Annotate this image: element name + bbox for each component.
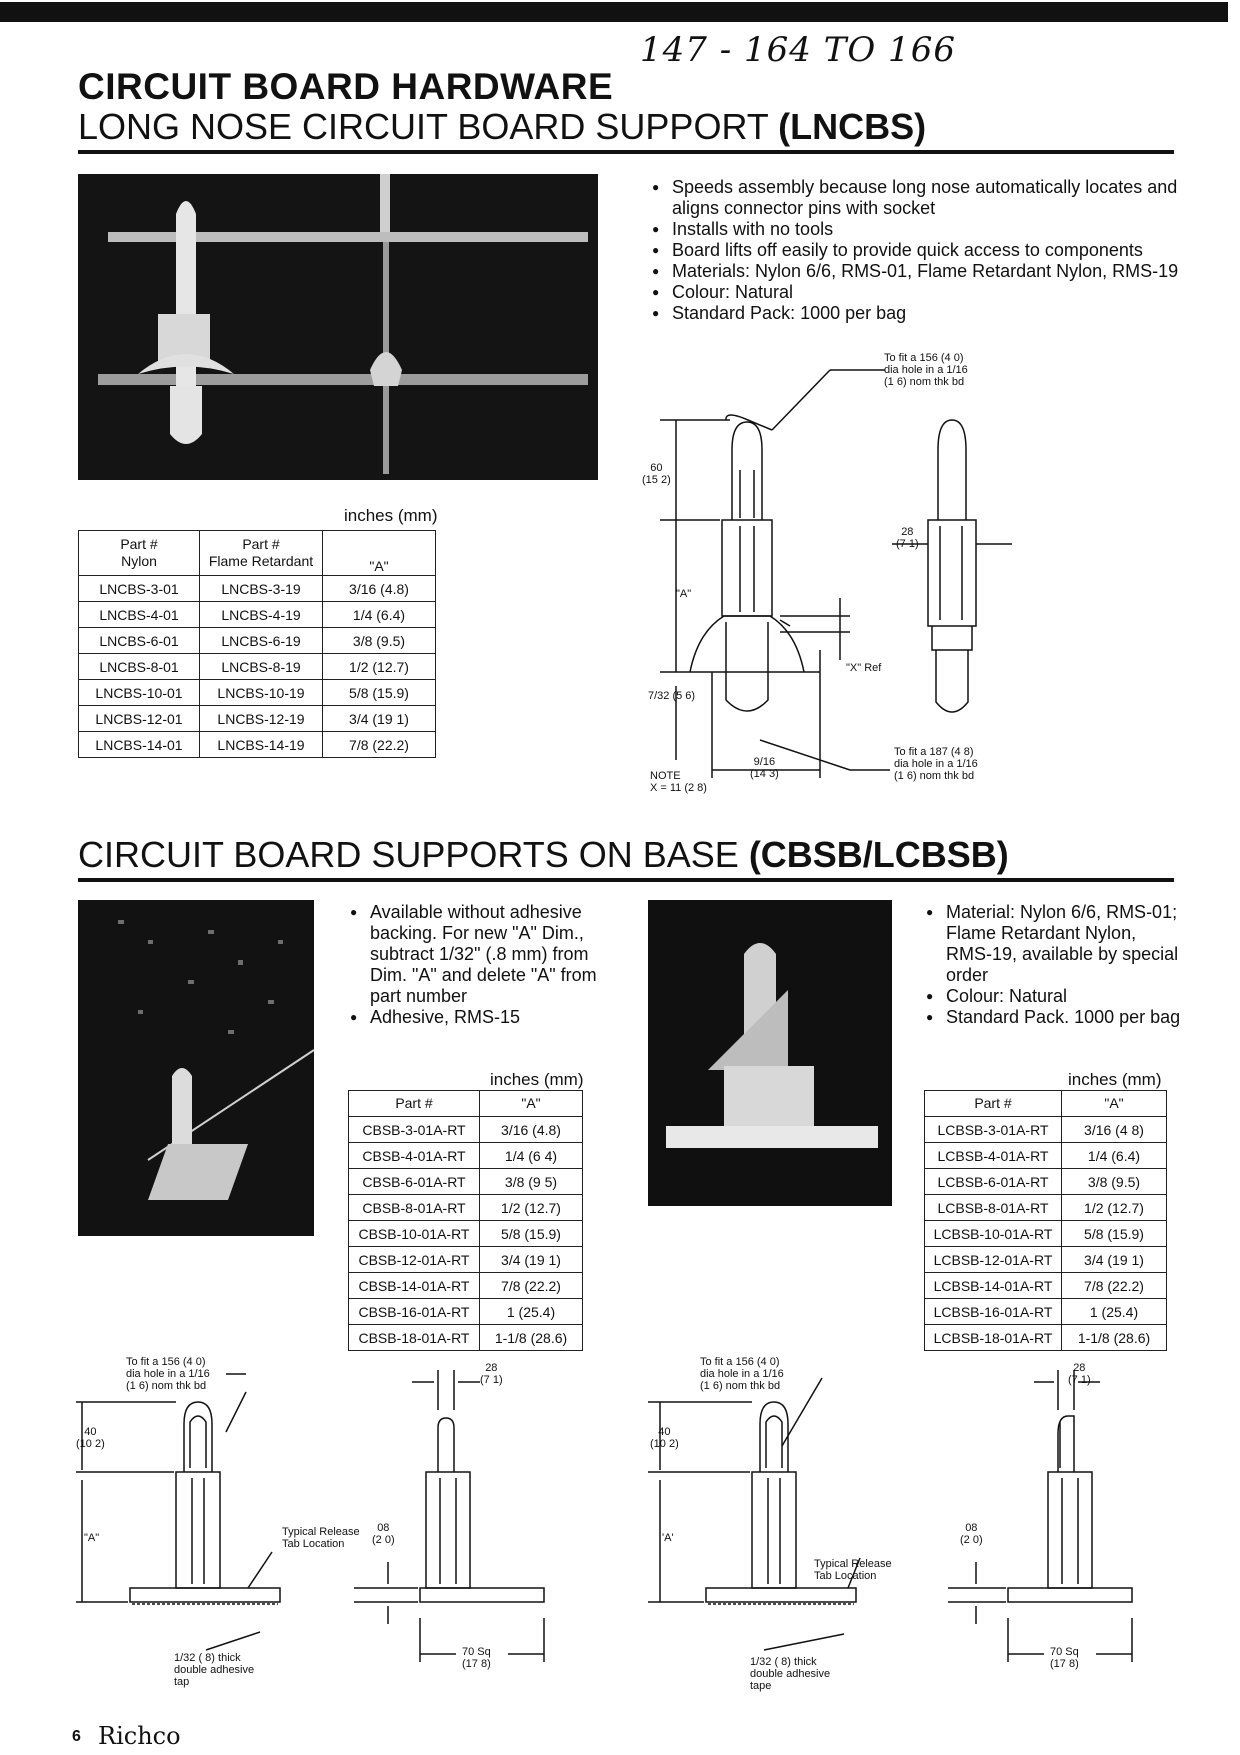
feature-item: ● Material: Nylon 6/6, RMS-01; Flame Retardant Nylon, RMS-19, available by special order [926,902,1182,986]
feature-item: ● Colour: Natural [926,986,1182,1007]
lcbsb-parts-table [924,1090,1167,1351]
lcbsb-dim-08: 08 (2 0) [960,1522,983,1546]
lcbsb-dim-28: 28 (7 1) [1068,1362,1091,1386]
table-row: CBSB-10-01A-RT 5/8 (15.9) [349,1221,583,1247]
handwritten-note: 147 - 164 TO 166 [640,30,956,70]
header-rule [78,150,1174,154]
table-row: LNCBS-14-01 LNCBS-14-19 7/8 (22.2) [79,732,436,758]
cbsb-dim-70: 70 Sq (17 8) [462,1646,491,1670]
feature-item: ● Colour: Natural [652,282,1180,303]
section2-rule [78,878,1174,882]
table-row: CBSB-14-01A-RT 7/8 (22.2) [349,1273,583,1299]
lncbs-photo-drawing [78,174,598,480]
col-header-a: "A" [1062,1091,1167,1117]
lncbs-features [652,177,1180,324]
table-row: LCBSB-16-01A-RT 1 (25.4) [925,1299,1167,1325]
cbsb-drawing [76,1356,576,1702]
lncbs-parts-table [78,530,436,758]
lncbs-dim-916: 9/16 (14 3) [750,756,779,780]
section-title-text: LONG NOSE CIRCUIT BOARD SUPPORT [78,106,769,147]
lncbs-drawing-svg [640,350,1180,800]
cbsb-photo [78,900,314,1236]
lncbs-note-top: To fit a 156 (4 0) dia hole in a 1/16 (1 6) nom thk bd [884,352,968,388]
page-number: 6 [72,1728,81,1745]
top-bar [0,2,1228,22]
lncbs-units: inches (mm) [344,506,438,525]
col-header-part: Part # [925,1091,1062,1117]
lcbsb-units: inches (mm) [1068,1070,1162,1089]
lncbs-drawing [640,350,1180,800]
feature-item: ● Installs with no tools [652,219,1180,240]
section-title-code: (LNCBS) [778,106,927,147]
lncbs-note-x: NOTE X = 11 (2 8) [650,770,707,794]
cbsb-units: inches (mm) [490,1070,584,1089]
table-row: CBSB-16-01A-RT 1 (25.4) [349,1299,583,1325]
feature-item: ● Speeds assembly because long nose automatically locates and aligns connector pins with socket [652,177,1180,219]
section-title-text: CIRCUIT BOARD SUPPORTS ON BASE [78,834,739,875]
table-row: CBSB-12-01A-RT 3/4 (19 1) [349,1247,583,1273]
lcbsb-note-top: To fit a 156 (4 0) dia hole in a 1/16 (1 6) nom thk bd [700,1356,784,1392]
col-header-flame: Part # Flame Retardant [200,531,323,576]
col-header-a: "A" [323,531,436,576]
lcbsb-features [926,902,1182,1028]
feature-item: ● Adhesive, RMS-15 [350,1007,600,1028]
cbsb-dim-28: 28 (7 1) [480,1362,503,1386]
lcbsb-photo [648,900,892,1206]
lncbs-dim-x: "X" Ref [846,662,882,674]
cbsb-tape-note: 1/32 ( 8) thick double adhesive tap [174,1652,255,1688]
table-row: LNCBS-12-01 LNCBS-12-19 3/4 (19 1) [79,706,436,732]
cbsb-note-top: To fit a 156 (4 0) dia hole in a 1/16 (1 6) nom thk bd [126,1356,210,1392]
feature-item: ● Board lifts off easily to provide quick access to components [652,240,1180,261]
lncbs-note-bottom: To fit a 187 (4 8) dia hole in a 1/16 (1 6) nom thk bd [894,746,978,782]
lncbs-dim-732: 7/32 (5 6) [648,690,696,702]
table-row: CBSB-8-01A-RT 1/2 (12.7) [349,1195,583,1221]
feature-item: ● Materials: Nylon 6/6, RMS-01, Flame Retardant Nylon, RMS-19 [652,261,1180,282]
table-row: CBSB-18-01A-RT 1-1/8 (28.6) [349,1325,583,1351]
brand-logo: Richco [98,1722,181,1750]
lncbs-photo [78,174,598,480]
lcbsb-tape-note: 1/32 ( 8) thick double adhesive tape [750,1656,831,1692]
cbsb-dim-a: "A" [84,1532,100,1544]
cbsb-features [350,902,600,1028]
table-row: LCBSB-8-01A-RT 1/2 (12.7) [925,1195,1167,1221]
table-row: LNCBS-4-01 LNCBS-4-19 1/4 (6.4) [79,602,436,628]
lncbs-dim-60: 60 (15 2) [642,462,671,486]
cbsb-release-note: Typical Release Tab Location [282,1526,360,1550]
cbsb-parts-table [348,1090,583,1351]
table-row: LCBSB-4-01A-RT 1/4 (6.4) [925,1143,1167,1169]
col-header-nylon: Part # Nylon [79,531,200,576]
lncbs-dim-28: 28 (7 1) [896,526,919,550]
table-row: CBSB-3-01A-RT 3/16 (4.8) [349,1117,583,1143]
section-title-lncbs [78,106,926,148]
table-row: LNCBS-6-01 LNCBS-6-19 3/8 (9.5) [79,628,436,654]
lcbsb-photo-drawing [648,900,892,1206]
table-row: LCBSB-14-01A-RT 7/8 (22.2) [925,1273,1167,1299]
table-row: CBSB-6-01A-RT 3/8 (9 5) [349,1169,583,1195]
table-row: LNCBS-8-01 LNCBS-8-19 1/2 (12.7) [79,654,436,680]
table-row: LNCBS-3-01 LNCBS-3-19 3/16 (4.8) [79,576,436,602]
feature-item: ● Available without adhesive backing. For new "A" Dim., subtract 1/32" (.8 mm) from Dim. "A" and delete "A" from part number [350,902,600,1007]
lcbsb-dim-70: 70 Sq (17 8) [1050,1646,1079,1670]
feature-item: ● Standard Pack: 1000 per bag [652,303,1180,324]
cbsb-dim-08: 08 (2 0) [372,1522,395,1546]
table-row: LCBSB-10-01A-RT 5/8 (15.9) [925,1221,1167,1247]
table-row: LCBSB-6-01A-RT 3/8 (9.5) [925,1169,1167,1195]
page-title: CIRCUIT BOARD HARDWARE [78,66,614,107]
table-row: LCBSB-3-01A-RT 3/16 (4 8) [925,1117,1167,1143]
col-header-part: Part # [349,1091,480,1117]
table-row: LCBSB-18-01A-RT 1-1/8 (28.6) [925,1325,1167,1351]
table-row: LCBSB-12-01A-RT 3/4 (19 1) [925,1247,1167,1273]
lcbsb-drawing-svg [648,1362,1178,1702]
cbsb-dim-40: 40 (10 2) [76,1426,105,1450]
table-row: CBSB-4-01A-RT 1/4 (6 4) [349,1143,583,1169]
cbsb-photo-drawing [78,900,314,1236]
lcbsb-dim-a: 'A' [662,1532,674,1544]
section-title-cbsb [78,834,1009,876]
lncbs-dim-a: "A" [676,588,692,600]
feature-item: ● Standard Pack. 1000 per bag [926,1007,1182,1028]
lcbsb-release-note: Typical Release Tab Location [814,1558,892,1582]
col-header-a: "A" [480,1091,583,1117]
lcbsb-drawing [648,1356,1178,1702]
table-row: LNCBS-10-01 LNCBS-10-19 5/8 (15.9) [79,680,436,706]
lcbsb-dim-40: 40 (10 2) [650,1426,679,1450]
section-title-code: (CBSB/LCBSB) [748,834,1009,875]
